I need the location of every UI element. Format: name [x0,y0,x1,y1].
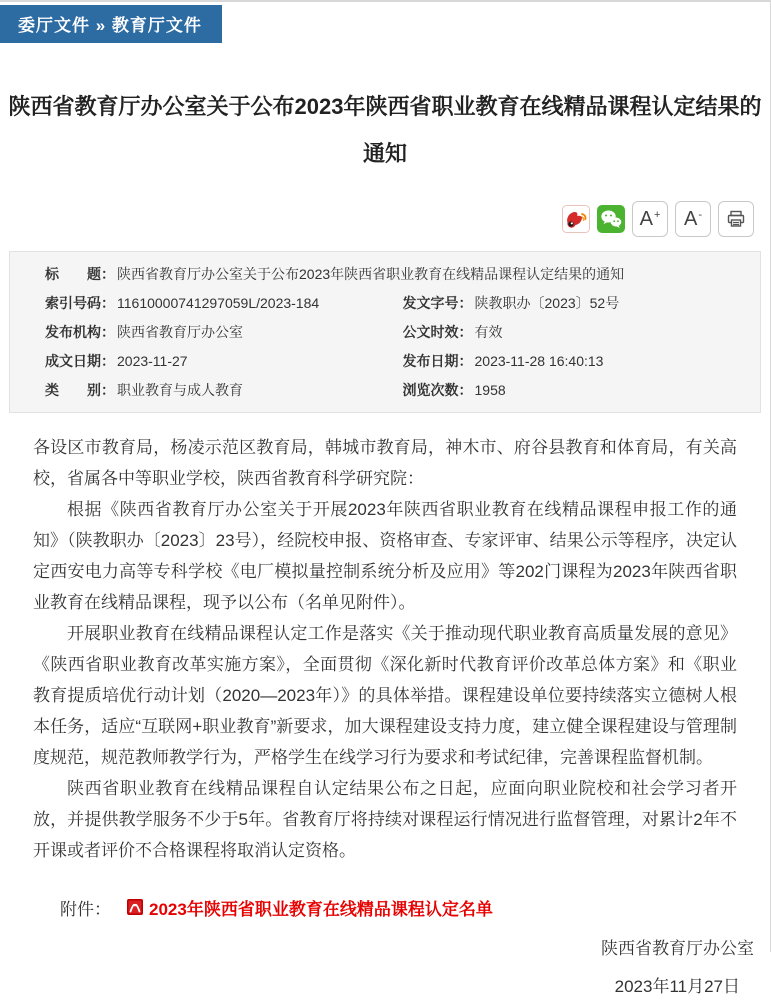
issuing-office: 陕西省教育厅办公室 [601,939,754,958]
meta-label: 成文日期： [45,353,115,369]
meta-cell [403,289,761,318]
meta-row [10,376,760,405]
share-toolbar [0,201,754,237]
meta-label: 公文时效： [402,324,473,340]
meta-cell [10,260,771,289]
meta-row [10,260,760,289]
meta-value: 有效 [474,324,503,340]
meta-cell [403,318,761,347]
meta-row [10,289,760,318]
meta-cell [10,318,403,347]
page-title: 陕西省教育厅办公室关于公布2023年陕西省职业教育在线精品课程认定结果的通知 [8,94,762,166]
breadcrumb[interactable]: 委厅文件 » 教育厅文件 [0,5,222,43]
document-body [0,432,770,866]
body-paragraph: 各设区市教育局，杨凌示范区教育局，韩城市教育局，神木市、府谷县教育和体育局，有关高校，省属各中等职业学校，陕西省教育科学研究院： [33,438,737,488]
issue-date: 2023年11月27日 [614,977,740,996]
attachment-label: 附件： [60,899,111,919]
meta-label: 发文字号： [402,295,473,311]
meta-cell [403,376,761,405]
meta-label: 浏览次数： [402,382,473,398]
font-decrease-label: A [683,208,698,230]
attachment-link[interactable]: 2023年陕西省职业教育在线精品课程认定名单 [149,899,493,919]
font-increase-label: A [639,208,653,230]
meta-label: 发布日期： [402,353,473,369]
meta-value: 2023-11-27 [117,353,188,369]
meta-value: 职业教育与成人教育 [117,382,243,398]
signature-block [0,934,770,1002]
weibo-share-icon[interactable] [562,205,590,233]
body-paragraph: 开展职业教育在线精品课程认定工作是落实《关于推动现代职业教育高质量发展的意见》《陕西省职业教育改革实施方案》，全面贯彻《深化新时代教育评价改革总体方案》和《职业教育提质培优行动计划（2020—2023年）》的具体举措。课程建设单位要持续落实立德树人根本任务，适应“互联网+职业教育”新要求，加大课程建设支持力度，建立健全课程建设与管理制度规范，规范教师教学行为，严格学生在线学习行为要求和考试纪律，完善课程监督机制。 [33,624,737,767]
meta-value: 陕西省教育厅办公室关于公布2023年陕西省职业教育在线精品课程认定结果的通知 [117,266,625,282]
attachment-row [0,896,770,918]
meta-row [10,347,760,376]
meta-cell [10,347,403,376]
pdf-file-icon[interactable] [127,899,143,915]
meta-cell [403,347,761,376]
meta-value: 陕教职办〔2023〕52号 [474,295,620,311]
print-button[interactable] [718,201,754,237]
meta-table [9,251,761,413]
meta-cell [10,376,403,405]
meta-value: 2023-11-28 16:40:13 [474,353,604,369]
meta-value: 1958 [474,382,506,398]
meta-label: 类 别： [45,382,115,398]
font-decrease-button[interactable]: A - [675,201,711,237]
meta-label: 标 题： [45,266,115,282]
wechat-share-icon[interactable] [597,205,625,233]
meta-row [10,318,760,347]
meta-value: 陕西省教育厅办公室 [117,324,243,340]
font-increase-button[interactable]: A + [632,201,668,237]
printer-icon [726,209,746,229]
body-paragraph: 陕西省职业教育在线精品课程自认定结果公布之日起，应面向职业院校和社会学习者开放，并提供教学服务不少于5年。省教育厅将持续对课程运行情况进行监督管理，对累计2年不开课或者评价不合格课程将取消认定资格。 [33,779,737,860]
meta-value: 11610000741297059L/2023-184 [117,295,320,311]
meta-label: 索引号码： [45,295,115,311]
meta-label: 发布机构： [45,324,115,340]
meta-cell [10,289,403,318]
body-paragraph: 根据《陕西省教育厅办公室关于开展2023年陕西省职业教育在线精品课程申报工作的通知》（陕教职办〔2023〕23号），经院校申报、资格审查、专家评审、结果公示等程序，决定认定西安电力高等专科学校《电厂模拟量控制系统分析及应用》等202门课程为2023年陕西省职业教育在线精品课程，现予以公布（名单见附件）。 [33,500,737,612]
